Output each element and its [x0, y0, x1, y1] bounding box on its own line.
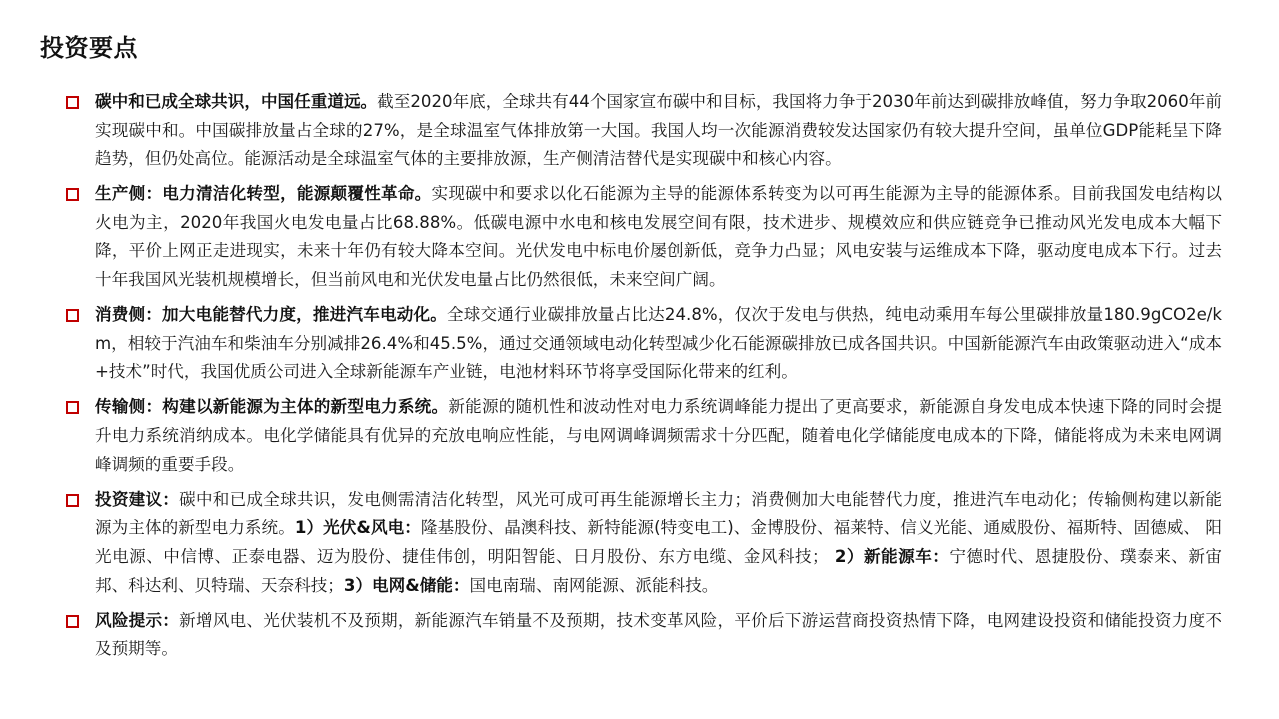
hollow-red-square-icon: [66, 401, 79, 414]
hollow-red-square-icon: [66, 615, 79, 628]
bullet-heading: 生产侧：电力清洁化转型，能源颠覆性革命。: [95, 184, 432, 204]
page-title: 投资要点: [40, 34, 138, 62]
bullet-body: 截至2020年底，全球共有44个国家宣布碳中和目标，我国将力争于2030年前达到碳排放峰值，努力争取2060年前实现碳中和。中国碳排放量占全球的27%，是全球温室气体排放第一大国。我国人均一次能源消费较发达国家仍有较大提升空间，虽单位GDP能耗呈下降趋势，但仍处高位。能源活动是全球温室气体的主要排放源，生产侧清洁替代是实现碳中和核心内容。: [95, 92, 1222, 169]
hollow-red-square-icon: [66, 309, 79, 322]
bullet-heading: 投资建议：: [95, 489, 180, 509]
sector-nev-label: 2）新能源车：: [828, 546, 950, 566]
sector-nev-stocks: 宁德时代、恩捷股份、璞泰来、新宙邦、科达利、贝特瑞、天奈科技；: [95, 546, 1223, 595]
bullet-heading: 风险提示：: [95, 610, 180, 630]
bullet-investment-advice: [66, 486, 1222, 600]
sector-grid-storage-label: 3）电网&储能：: [343, 575, 470, 595]
bullet-body: 新能源的随机性和波动性对电力系统调峰能力提出了更高要求，新能源自身发电成本快速下降的同时会提升电力系统消纳成本。电化学储能具有优异的充放电响应性能，与电网调峰调频需求十分匹配，随着电化学储能度电成本的下降，储能将成为未来电网调峰调频的重要手段。: [95, 397, 1222, 474]
bullet-carbon-neutral-consensus: [66, 88, 1222, 174]
sector-grid-storage-stocks: 国电南瑞、南网能源、派能科技。: [469, 575, 719, 595]
bullet-body: 实现碳中和要求以化石能源为主导的能源体系转变为以可再生能源为主导的能源体系。目前我国发电结构以火电为主，2020年我国火电发电量占比68.88%。低碳电源中水电和核电发展空间有限，技术进步、规模效应和供应链竞争已推动风光发电成本大幅下降，平价上网正走进现实，未来十年仍有较大降本空间。光伏发电中标电价屡创新低，竞争力凸显；风电安装与运维成本下降，驱动度电成本下行。过去十年我国风光装机规模增长，但当前风电和光伏发电量占比仍然很低，未来空间广阔。: [95, 184, 1223, 290]
hollow-red-square-icon: [66, 494, 79, 507]
hollow-red-square-icon: [66, 188, 79, 201]
bullet-heading: 碳中和已成全球共识，中国任重道远。: [95, 92, 378, 111]
bullet-consumption-side: [66, 301, 1222, 387]
bullet-risk-warning: [66, 607, 1222, 664]
key-points-list: [66, 88, 1222, 670]
hollow-red-square-icon: [66, 96, 79, 109]
bullet-heading: 传输侧：构建以新能源为主体的新型电力系统。: [95, 397, 449, 417]
bullet-body: 碳中和已成全球共识，发电侧需清洁化转型，风光可成可再生能源增长主力；消费侧加大电能替代力度，推进汽车电动化；传输侧构建以新能源为主体的新型电力系统。: [95, 489, 1222, 538]
bullet-body: 新增风电、光伏装机不及预期，新能源汽车销量不及预期，技术变革风险，平价后下游运营商投资热情下降，电网建设投资和储能投资力度不及预期等。: [95, 610, 1222, 659]
bullet-transmission-side: [66, 393, 1222, 479]
sector-pv-wind-label: 1）光伏&风电：: [294, 518, 421, 538]
bullet-body: 全球交通行业碳排放量占比达24.8%，仅次于发电与供热，纯电动乘用车每公里碳排放量180.9gCO2e/km，相较于汽油车和柴油车分别减排26.4%和45.5%，通过交通领域电动化转型减少化石能源碳排放已成各国共识。中国新能源汽车由政策驱动进入“成本+技术”时代，我国优质公司进入全球新能源车产业链，电池材料环节将享受国际化带来的红利。: [95, 305, 1222, 382]
bullet-heading: 消费侧：加大电能替代力度，推进汽车电动化。: [95, 305, 448, 325]
sector-pv-wind-stocks: 隆基股份、晶澳科技、新特能源(特变电工)、金博股份、福莱特、信义光能、通威股份、福斯特、固德威、 阳光电源、中信博、正泰电器、迈为股份、捷佳伟创，明阳智能、日月股份、东方电缆、金风科技；: [95, 518, 1222, 566]
bullet-production-side: [66, 180, 1222, 294]
